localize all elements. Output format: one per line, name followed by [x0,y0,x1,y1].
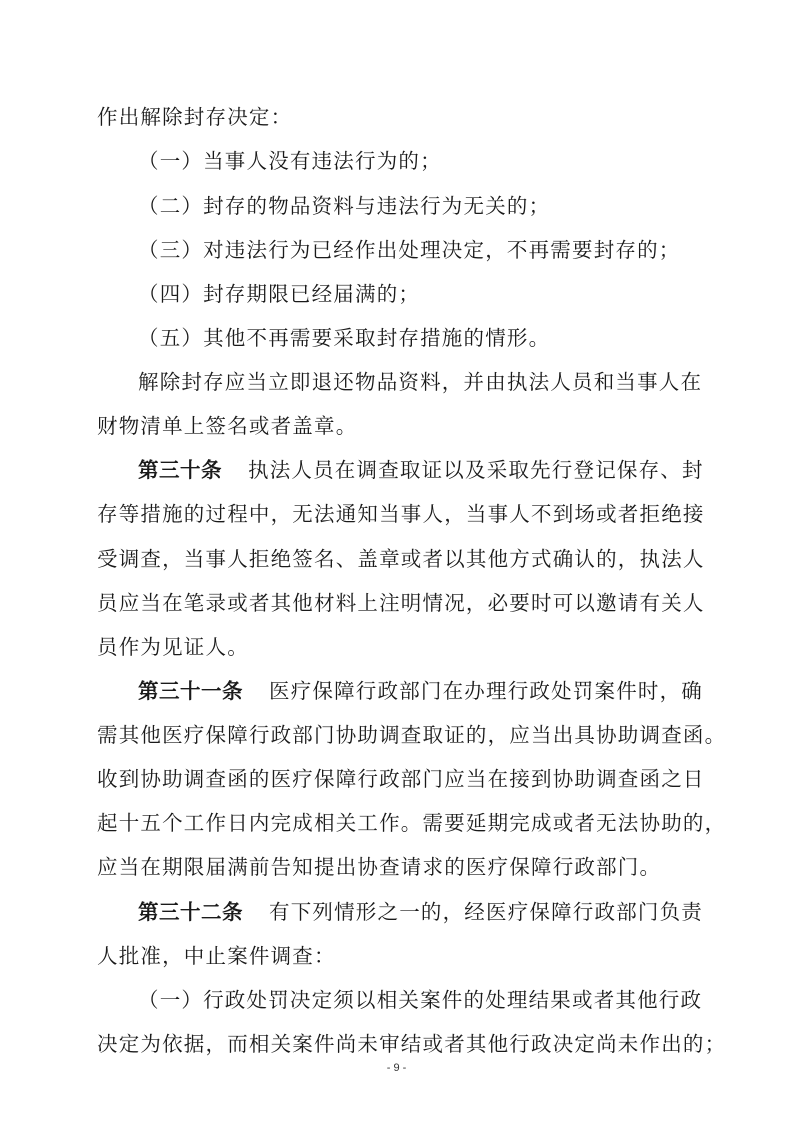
page-number: - 9 - [386,1062,407,1074]
article-31-first-line [138,677,703,705]
article-30-title: 第三十条 [138,458,222,482]
paragraph-line: 作出解除封存决定： [97,105,293,129]
paragraph-line: 决定为依据，而相关案件尚未审结或者其他行政决定尚未作出的； [97,1032,727,1056]
paragraph-line: 人批准，中止案件调查： [97,944,336,968]
article-31-text: 医疗保障行政部门在办理行政处罚案件时，确 [269,679,703,703]
list-item: （一）当事人没有违法行为的； [138,149,442,173]
article-30-first-line [138,456,704,484]
paragraph-line: 存等措施的过程中，无法通知当事人，当事人不到场或者拒绝接 [97,502,705,526]
paragraph-line: 收到协助调查函的医疗保障行政部门应当在接到协助调查函之日 [97,767,705,791]
paragraph-line: 财物清单上签名或者盖章。 [97,414,358,438]
list-item: （四）封存期限已经届满的； [138,282,421,306]
article-32-first-line [138,898,703,926]
article-31-title: 第三十一条 [138,679,243,703]
paragraph-line: 解除封存应当立即退还物品资料，并由执法人员和当事人在 [138,370,703,394]
article-32-text: 有下列情形之一的，经医疗保障行政部门负责 [269,900,703,924]
paragraph-line: 需其他医疗保障行政部门协助调查取证的，应当出具协助调查函。 [97,723,727,747]
list-item: （二）封存的物品资料与违法行为无关的； [138,194,551,218]
paragraph-line: 应当在期限届满前告知提出协查请求的医疗保障行政部门。 [97,855,662,879]
paragraph-line: 员应当在笔录或者其他材料上注明情况，必要时可以邀请有关人 [97,591,705,615]
paragraph-line: 受调查，当事人拒绝签名、盖章或者以其他方式确认的，执法人 [97,547,705,571]
list-item: （一）行政处罚决定须以相关案件的处理结果或者其他行政 [138,988,703,1012]
paragraph-line: 起十五个工作日内完成相关工作。需要延期完成或者无法协助的， [97,811,727,835]
list-item: （五）其他不再需要采取封存措施的情形。 [138,326,551,350]
article-30-text: 执法人员在调查取证以及采取先行登记保存、封 [248,458,704,482]
paragraph-line: 员作为见证人。 [97,635,249,659]
article-32-title: 第三十二条 [138,900,243,924]
list-item: （三）对违法行为已经作出处理决定，不再需要封存的； [138,238,681,262]
